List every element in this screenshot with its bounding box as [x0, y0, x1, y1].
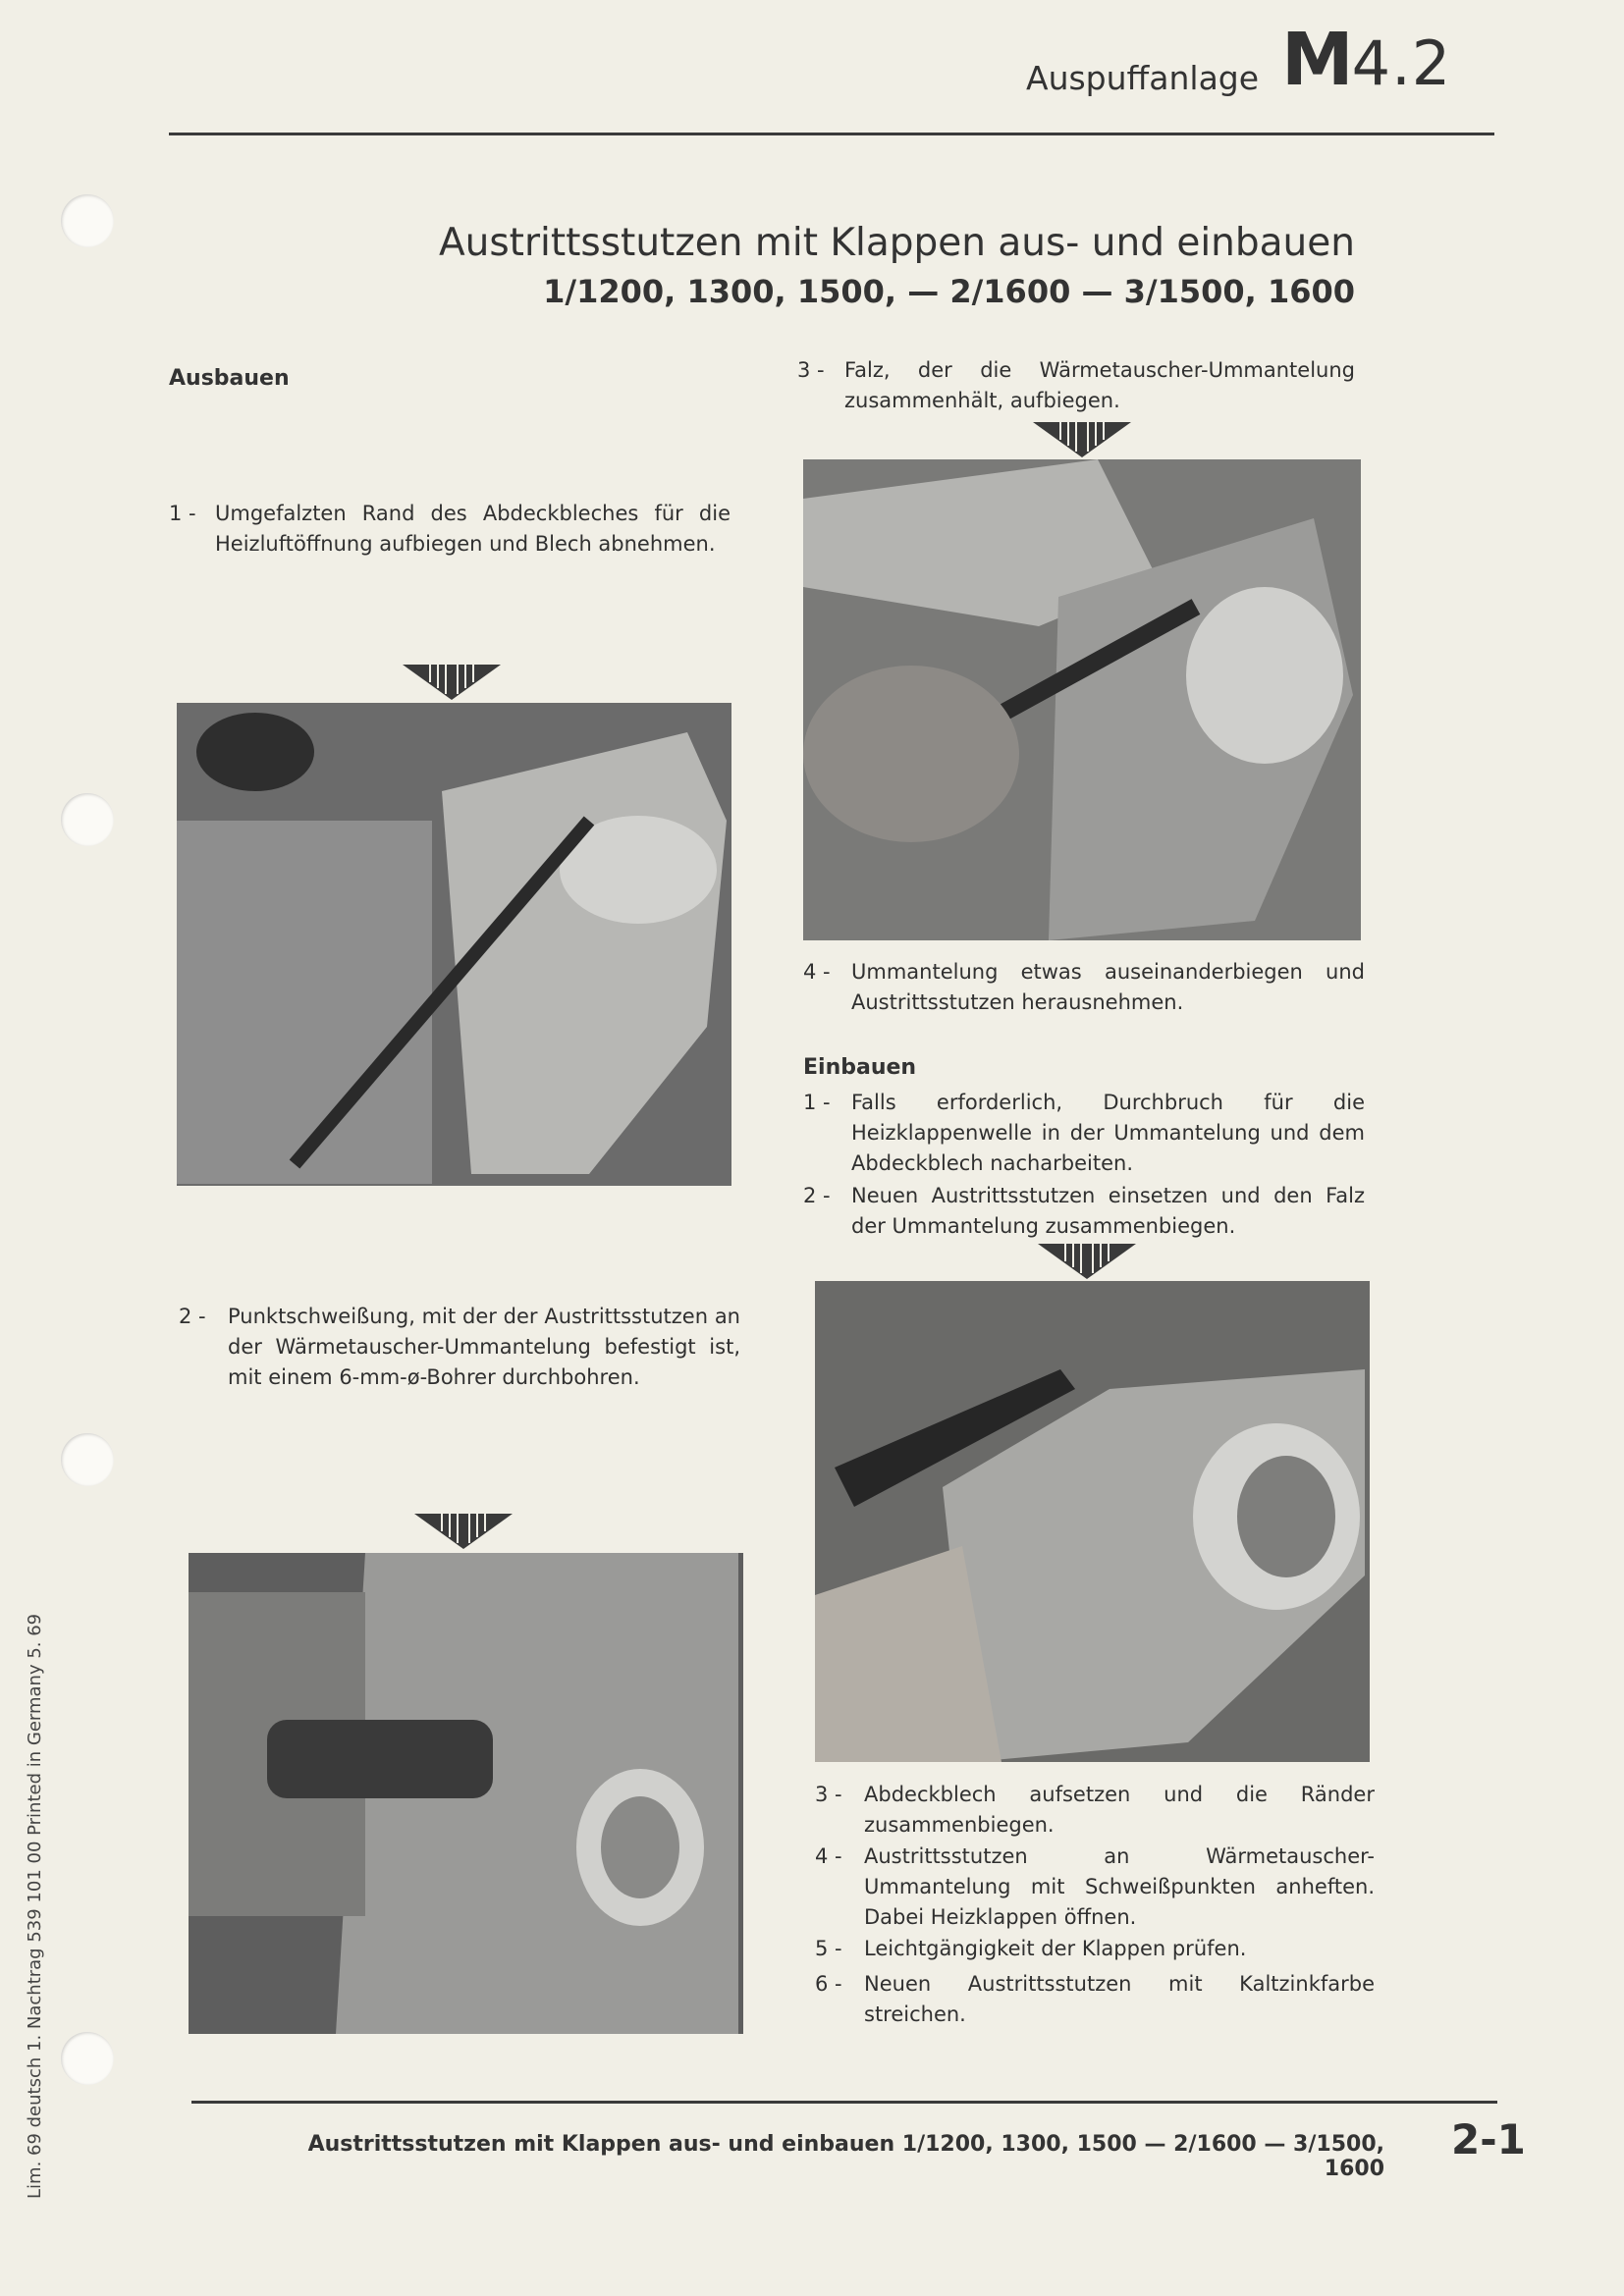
photo-placeholder-icon — [177, 703, 731, 1186]
photo-removal-step-1 — [177, 703, 731, 1186]
photo-placeholder-icon — [815, 1281, 1370, 1762]
binder-hole — [61, 793, 114, 846]
step-number: 3 - — [797, 358, 825, 382]
installation-step-4 — [815, 1842, 1375, 1933]
step-number: 4 - — [815, 1844, 842, 1868]
section-title: Auspuffanlage — [1026, 59, 1260, 97]
step-text: Neuen Austrittsstutzen mit Kaltzinkfarbe streichen. — [864, 1972, 1375, 2026]
step-number: 5 - — [815, 1937, 842, 1960]
photo-removal-step-2 — [189, 1553, 743, 2034]
print-note: Lim. 69 deutsch 1. Nachtrag 539 101 00 Printed in Germany 5. 69 — [25, 1613, 45, 2199]
page-title: Austrittsstutzen mit Klappen aus- und einbauen — [438, 221, 1355, 265]
step-text: Falls erforderlich, Durchbruch für die Heizklappenwelle in der Ummantelung und dem Abdeckblech nacharbeiten. — [851, 1091, 1365, 1175]
section-code — [1281, 18, 1451, 102]
photo-placeholder-icon — [803, 459, 1361, 940]
page-number: 2-1 — [1451, 2115, 1526, 2163]
step-text: Abdeckblech aufsetzen und die Ränder zusammenbiegen. — [864, 1783, 1375, 1837]
photo-removal-step-3 — [803, 459, 1361, 940]
footer-title: Austrittsstutzen mit Klappen aus- und einbauen 1/1200, 1300, 1500 — 2/1600 — 3/1500, 1600 — [307, 2132, 1384, 2181]
section-code-number: 4.2 — [1351, 27, 1452, 99]
step-text: Punktschweißung, mit der der Austrittsstutzen an der Wärmetauscher-Ummantelung befestigt ist, mit einem 6-mm-ø-Bohrer durchbohren. — [228, 1305, 740, 1389]
step-text: Umgefalzten Rand des Abdeckbleches für die Heizluftöffnung aufbiegen und Blech abnehmen. — [215, 502, 731, 556]
model-list: 1/1200, 1300, 1500, — 2/1600 — 3/1500, 1600 — [543, 273, 1355, 310]
section-code-letter: M — [1281, 18, 1352, 102]
step-text: Neuen Austrittsstutzen einsetzen und den Falz der Ummantelung zusammenbiegen. — [851, 1184, 1365, 1238]
step-number: 1 - — [169, 502, 196, 525]
photo-placeholder-icon — [189, 1553, 743, 2034]
removal-step-2 — [179, 1302, 740, 1393]
binder-hole — [61, 1433, 114, 1486]
step-number: 4 - — [803, 960, 831, 984]
footer-rule — [191, 2101, 1497, 2104]
installation-step-6 — [815, 1969, 1375, 2030]
step-number: 6 - — [815, 1972, 842, 1996]
down-arrow-pointer-icon — [1031, 420, 1133, 459]
down-arrow-pointer-icon — [1036, 1242, 1138, 1281]
step-number: 1 - — [803, 1091, 831, 1114]
installation-step-5 — [815, 1934, 1375, 1964]
step-text: Falz, der die Wärmetauscher-Ummantelung zusammenhält, aufbiegen. — [844, 358, 1355, 412]
binder-hole — [61, 194, 114, 247]
installation-step-3 — [815, 1780, 1375, 1841]
down-arrow-pointer-icon — [401, 663, 503, 702]
step-number: 2 - — [179, 1305, 206, 1328]
removal-step-4 — [803, 957, 1365, 1018]
photo-installation-step-2 — [815, 1281, 1370, 1762]
removal-heading: Ausbauen — [169, 366, 290, 391]
removal-step-1 — [169, 499, 731, 560]
installation-step-2 — [803, 1181, 1365, 1242]
step-number: 3 - — [815, 1783, 842, 1806]
binder-hole — [61, 2032, 114, 2085]
step-text: Ummantelung etwas auseinanderbiegen und Austrittsstutzen herausnehmen. — [851, 960, 1365, 1014]
step-text: Austrittsstutzen an Wärmetauscher-Ummantelung mit Schweißpunkten anheften. Dabei Heizklappen öffnen. — [864, 1844, 1375, 1929]
installation-heading: Einbauen — [803, 1055, 917, 1080]
step-text: Leichtgängigkeit der Klappen prüfen. — [864, 1937, 1247, 1960]
step-number: 2 - — [803, 1184, 831, 1207]
header-rule — [169, 133, 1494, 135]
installation-step-1 — [803, 1088, 1365, 1179]
removal-step-3 — [797, 355, 1355, 416]
down-arrow-pointer-icon — [412, 1512, 514, 1551]
